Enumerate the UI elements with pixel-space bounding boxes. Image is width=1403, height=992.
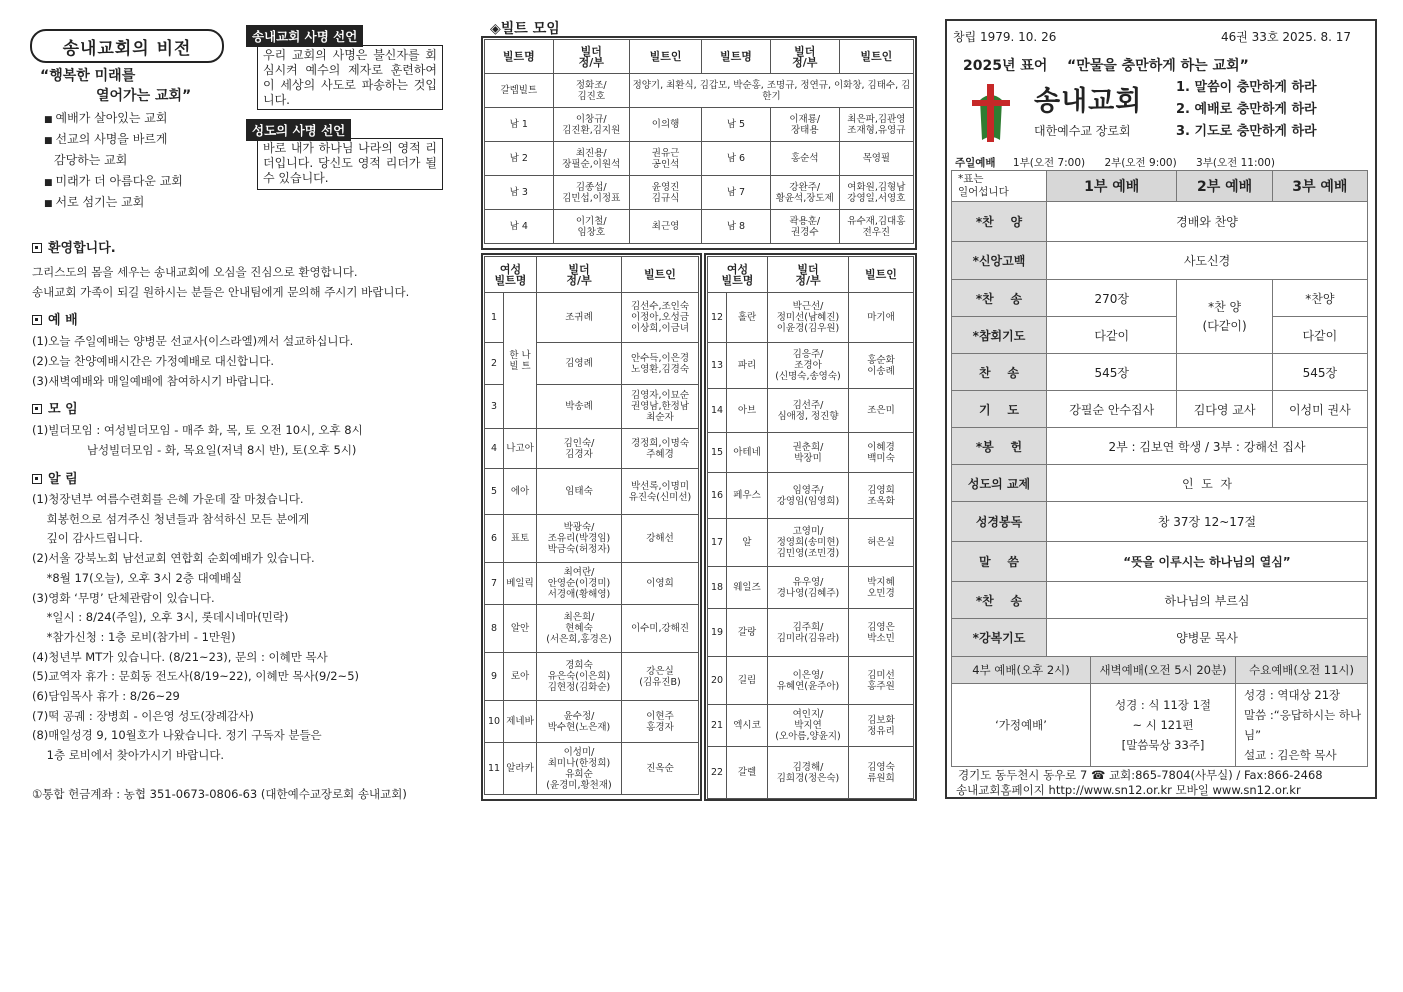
female-belt-row <box>485 743 699 795</box>
female-belt-cell: 에아 <box>504 469 537 515</box>
male-belt-cell: 최은파,김관영 조재형,유영규 <box>839 108 913 142</box>
offering-value: 2부 : 김보연 학생 / 3부 : 강해선 집사 <box>1047 428 1368 465</box>
female-belt-cell: 강은실 (김유진B) <box>622 653 699 701</box>
female-belt-cell: 페우스 <box>727 473 768 519</box>
male-header: 빌트인 <box>839 40 913 74</box>
female-belt-cell: 13 <box>708 343 727 389</box>
church-logo <box>968 82 1014 144</box>
female-belt-row <box>485 653 699 701</box>
female-belt-cell: 6 <box>485 515 504 563</box>
church-name: 송내교회 <box>1034 86 1143 117</box>
welcome-heading: 환영합니다. <box>32 237 116 256</box>
hymn2-3: 545장 <box>1272 354 1367 391</box>
vision-slogan <box>40 66 220 106</box>
female-belt-row <box>708 389 914 433</box>
female-belt-cell: 아브 <box>727 389 768 433</box>
female-belt-cell: 박송례 <box>537 385 622 429</box>
praise-value: 경배와 찬양 <box>1047 202 1368 242</box>
vision-item: ■ 선교의 사명을 바르게 <box>44 130 183 151</box>
female-belt-cell: 3 <box>485 385 504 429</box>
mission-title: 송내교회 사명 선언 <box>246 25 363 47</box>
motto: “만물을 충만하게 하는 교회” <box>1067 58 1249 74</box>
female-belt-cell: 갈랑 <box>727 609 768 657</box>
benediction-value: 양병문 목사 <box>1047 619 1368 657</box>
male-belt-cell: 김종섭/ 김민섭,이정표 <box>553 176 629 210</box>
vision-item: ■ 서로 섬기는 교회 <box>44 193 183 214</box>
male-belt-row <box>485 210 914 244</box>
female-belt-cell: 김영숙 류원희 <box>849 747 914 799</box>
male-belt-row <box>485 142 914 176</box>
mid-praise: *찬 양 (다같이) <box>1177 280 1272 354</box>
hymn-1: 270장 <box>1047 280 1177 317</box>
female-belt-cell: 19 <box>708 609 727 657</box>
male-belt-cell: 남 4 <box>485 210 554 244</box>
vision-list <box>44 109 183 214</box>
goal-item: 3. 기도로 충만하게 하라 <box>1176 124 1317 139</box>
row-label: *찬 양 <box>952 202 1047 242</box>
confess-3: 다같이 <box>1272 317 1367 354</box>
dawn-service-head: 새벽예배(오전 5시 20분) <box>1091 657 1236 684</box>
fellowship-value: 인 도 자 <box>1047 465 1368 502</box>
male-belt-row <box>485 108 914 142</box>
vision-item: 감당하는 교회 <box>54 153 128 167</box>
female-belt-cell: 나고아 <box>504 429 537 469</box>
service-4-head: 4부 예배(오후 2시) <box>952 657 1091 684</box>
cross-icon <box>968 82 1014 144</box>
service-2-head: 2부 예배 <box>1177 171 1272 202</box>
male-builder: 정화조/ 김진호 <box>553 74 629 108</box>
female-belt-row <box>708 343 914 389</box>
worship-heading: 예 배 <box>32 309 78 328</box>
male-header: 빌트명 <box>485 40 554 74</box>
saint-title: 성도의 사명 선언 <box>246 119 351 141</box>
service-times: 주일예배 1부(오전 7:00) 2부(오전 9:00) 3부(오전 11:00) <box>955 157 1275 169</box>
welcome-text: 그리스도의 몸을 세우는 송내교회에 오심을 진심으로 환영합니다. 송내교회 가족이 되길 원하시는 분들은 안내팀에게 문의해 주시기 바랍니다. <box>32 265 410 299</box>
wed-service-head: 수요예배(오전 11시) <box>1236 657 1368 684</box>
female-belt-cell: 이현주 홍경자 <box>622 701 699 743</box>
male-belt-cell: 이재룡/ 장태용 <box>770 108 839 142</box>
row-label: *찬 송 <box>952 280 1047 317</box>
worship-text: (1)오늘 주일예배는 양병문 선교사(이스라엘)께서 설교하십니다. (2)오늘 찬양예배시간은 가정예배로 대신합니다. (3)새벽예배와 매일예배에 참여하시기 바랍니다. <box>32 334 354 388</box>
male-belt-cell: 유수재,김대홍 전우진 <box>839 210 913 244</box>
female-belt-row <box>485 515 699 563</box>
hymn-3: *찬양 <box>1272 280 1367 317</box>
saint-text: 바로 내가 하나님 나라의 영적 리더입니다. 당신도 영적 리더가 될 수 있습니다. <box>257 138 443 190</box>
female-belt-row <box>708 567 914 609</box>
female-belt-cell: 12 <box>708 293 727 343</box>
female-belt-cell: 1 <box>485 293 504 343</box>
female-belt-cell: 8 <box>485 605 504 653</box>
female-belt-cell: 경정희,이명숙 주혜경 <box>622 429 699 469</box>
female-belt-cell: 김미선 홍주원 <box>849 657 914 705</box>
service-3-head: 3부 예배 <box>1272 171 1367 202</box>
hymn3-value: 하나님의 부르심 <box>1047 582 1368 619</box>
female-belt-cell: 아테네 <box>727 433 768 473</box>
confess-1: 다같이 <box>1047 317 1177 354</box>
female-belt-cell: 15 <box>708 433 727 473</box>
male-belt-row <box>485 176 914 210</box>
female-belt-cell: 5 <box>485 469 504 515</box>
mission-text: 우리 교회의 사명은 불신자를 회심시켜 예수의 제자로 훈련하여 이 세상의 사도로 파송하는 것입니다. <box>257 45 443 110</box>
other-services <box>951 656 1368 767</box>
issue-number: 46권 33호 2025. 8. 17 <box>1221 30 1352 44</box>
female-belt-cell: 11 <box>485 743 504 795</box>
female-belt-cell: 알라카 <box>504 743 537 795</box>
female-header: 빌더 정/부 <box>537 257 622 293</box>
female-belt-cell: 7 <box>485 563 504 605</box>
female-belt-row <box>708 609 914 657</box>
female-belt-cell: 안수득,이은경 노영환,김경숙 <box>622 343 699 385</box>
dawn-service-value: 성경 : 식 11장 1절 ~ 시 121편 [말씀묵상 33주] <box>1091 684 1236 767</box>
prayer-1: 강필순 안수집사 <box>1047 391 1177 428</box>
male-belt-cell: 남 8 <box>702 210 771 244</box>
female-belt-cell: 2 <box>485 343 504 385</box>
female-belt-row <box>485 563 699 605</box>
female-belt-cell: 조은미 <box>849 389 914 433</box>
female-belt-cell: 14 <box>708 389 727 433</box>
female-belt-cell: 임영주/ 강영임(임영희) <box>768 473 849 519</box>
row-label: *봉 헌 <box>952 428 1047 465</box>
belt-title: ◈빌트 모임 <box>490 21 560 37</box>
goal-item: 1. 말씀이 충만하게 하라 <box>1176 80 1317 95</box>
male-belt-cell: 강완주/ 황윤석,장도제 <box>770 176 839 210</box>
reading-value: 창 37장 12~17절 <box>1047 502 1368 542</box>
female-belt-cell: 18 <box>708 567 727 609</box>
female-belt-cell: 조귀례 <box>537 293 622 343</box>
male-belt-table <box>484 39 914 244</box>
female-belt-cell: 김영자,이묘순 권영남,한정남 최순자 <box>622 385 699 429</box>
row-label: 성경봉독 <box>952 502 1047 542</box>
row-label: *찬 송 <box>952 582 1047 619</box>
row-label: 찬 송 <box>952 354 1047 391</box>
female-belt-cell: 김영례 <box>537 343 622 385</box>
female-belt-table-left <box>484 256 699 795</box>
vision-item: ■ 예배가 살아있는 교회 <box>44 109 183 130</box>
denomination: 대한예수교 장로회 <box>1034 124 1131 138</box>
male-belt-cell: 남 2 <box>485 142 554 176</box>
female-belt-cell: 웨일즈 <box>727 567 768 609</box>
wed-service-value: 성경 : 역대상 21장 말씀 :“응답하시는 하나님” 설교 : 김은학 목사 <box>1236 684 1368 767</box>
female-belt-row <box>485 701 699 743</box>
male-header: 빌트인 <box>629 40 701 74</box>
female-belt-cell: 박선록,이명미 유진숙(신미선) <box>622 469 699 515</box>
female-belt-cell: 임태숙 <box>537 469 622 515</box>
row-label: 말 씀 <box>952 542 1047 582</box>
female-belt-cell: 권춘희/ 박장미 <box>768 433 849 473</box>
female-belt-cell: 9 <box>485 653 504 701</box>
female-belt-cell: 김선주/ 심애정, 정진향 <box>768 389 849 433</box>
female-belt-cell: 김인숙/ 김경자 <box>537 429 622 469</box>
church-address: 경기도 동두천시 동우로 7 ☎ 교회:865-7804(사무실) / Fax:866-2468 <box>958 768 1323 782</box>
female-belt-cell: 고영미/ 정영희(송미현) 김민영(조민경) <box>768 519 849 567</box>
row-label: *신앙고백 <box>952 242 1047 280</box>
male-belt-cell: 이기철/ 임창호 <box>553 210 629 244</box>
row-label: *참회기도 <box>952 317 1047 354</box>
male-belt-cell: 남 5 <box>702 108 771 142</box>
female-belt-table-right <box>707 256 914 799</box>
male-belt-cell: 권유근 공인석 <box>629 142 701 176</box>
prayer-2: 김다영 교사 <box>1177 391 1272 428</box>
male-belt-cell: 최진용/ 장필순,이원석 <box>553 142 629 176</box>
row-label: *강복기도 <box>952 619 1047 657</box>
female-belt-cell: 김응주/ 조경아 (신명숙,송영숙) <box>768 343 849 389</box>
female-belt-cell: 길림 <box>727 657 768 705</box>
prayer-3: 이성미 권사 <box>1272 391 1367 428</box>
female-belt-cell: 홍순화 이송례 <box>849 343 914 389</box>
female-belt-row <box>708 747 914 799</box>
female-belt-cell: 이은영/ 유혜연(윤주아) <box>768 657 849 705</box>
meeting-text: (1)빌더모임 : 여성빌더모임 - 매주 화, 목, 토 오전 10시, 오후 8시 남성빌더모임 - 화, 목요일(저녁 8시 반), 토(오후 5시) <box>32 423 363 457</box>
female-header: 빌트인 <box>622 257 699 293</box>
female-belt-cell: 김경해/ 김희경(정은숙) <box>768 747 849 799</box>
slogan-line-1: “행복한 미래를 <box>40 68 136 84</box>
notice-heading: 알 림 <box>32 468 78 487</box>
female-belt-row <box>708 705 914 747</box>
female-belt-cell: 20 <box>708 657 727 705</box>
female-belt-row <box>485 293 699 343</box>
male-belt-name: 갈렙빌트 <box>485 74 554 108</box>
female-belt-cell: 10 <box>485 701 504 743</box>
female-belt-cell: 경희숙 유은숙(이은희) 김현정(김화순) <box>537 653 622 701</box>
female-belt-cell: 김선수,조인숙 이정아,오성금 이상희,이금녀 <box>622 293 699 343</box>
female-belt-row <box>708 293 914 343</box>
female-belt-cell: 파리 <box>727 343 768 389</box>
female-belt-cell: 박지혜 오민경 <box>849 567 914 609</box>
female-belt-cell: 박근선/ 정미선(남혜진) 이윤경(김우원) <box>768 293 849 343</box>
female-belt-cell: 최은희/ 현혜숙 (서은희,홍경은) <box>537 605 622 653</box>
female-belt-cell: 허은실 <box>849 519 914 567</box>
female-belt-cell: 이혜경 백미숙 <box>849 433 914 473</box>
female-belt-cell: 이성미/ 최미나(한정희) 유희순 (윤경미,황천재) <box>537 743 622 795</box>
female-belt-cell: 윤수정/ 박수현(노은재) <box>537 701 622 743</box>
female-belt-cell: 제네바 <box>504 701 537 743</box>
female-belt-cell: 엑시코 <box>727 705 768 747</box>
female-belt-cell: 16 <box>708 473 727 519</box>
female-belt-cell: 이영희 <box>622 563 699 605</box>
motto-year: 2025년 표어 <box>963 58 1048 74</box>
female-belt-cell: 김주희/ 김미라(김유라) <box>768 609 849 657</box>
female-header: 여성 빌트명 <box>708 257 768 293</box>
male-belt-cell: 여화원,김형남 강영일,서영호 <box>839 176 913 210</box>
hannah-belt-name: 한 나 빌 트 <box>504 293 537 429</box>
female-belt-cell: 마기애 <box>849 293 914 343</box>
male-belt-cell: 이창규/ 김진환,김지원 <box>553 108 629 142</box>
row-label: 기 도 <box>952 391 1047 428</box>
row-label: 성도의 교제 <box>952 465 1047 502</box>
female-belt-cell: 김영희 조옥화 <box>849 473 914 519</box>
female-belt-row <box>708 519 914 567</box>
male-belt-cell: 남 6 <box>702 142 771 176</box>
notice-text: (1)청장년부 여름수련회를 은혜 가운데 잘 마쳤습니다. 희봉헌으로 섬겨주신 청년들과 참석하신 모든 분에게 깊이 감사드립니다. (2)서울 강북노회 남선교회 연합회 순회예배가 있습니다. *8월 17(오늘), 오후 3시 2층 대예배실 (3)영화 ‘무명’ 단체관람이 있습니다. *일시 : 8/24(주일), 오후 3시, 롯데시네마(민락) *참가신청 : 1층 로비(참가비 - 1만원) (4)청년부 MT가 있습니다. (8/21~23), 문의 : 이혜만 목사 (5)교역자 휴가 : 문희동 전도사(8/19~22), 이혜만 목사(9/2~5) (6)담임목사 휴가 : 8/26~29 (7)떡 공궤 : 장병희 - 이은영 성도(장례감사) (8)매일성경 9, 10월호가 나왔습니다. 정기 구독자 분들은 1층 로비에서 찾아가시기 바랍니다. <box>32 492 359 763</box>
male-belt-cell: 남 7 <box>702 176 771 210</box>
female-belt-row <box>485 469 699 515</box>
offering-account: ①통합 헌금계좌 : 농협 351-0673-0806-63 (대한예수교장로회 송내교회) <box>32 787 407 801</box>
female-belt-cell: 알 <box>727 519 768 567</box>
church-homepage[interactable]: 송내교회홈페이지 http://www.sn12.or.kr 모바일 www.sn12.or.kr <box>956 783 1301 797</box>
vision-title: 송내교회의 비전 <box>30 29 224 63</box>
female-header: 빌더 정/부 <box>768 257 849 293</box>
male-belt-cell: 홍순석 <box>770 142 839 176</box>
male-belt-cell: 곽용훈/ 권경수 <box>770 210 839 244</box>
female-belt-cell: 21 <box>708 705 727 747</box>
female-belt-row <box>485 605 699 653</box>
female-belt-cell: 베일릭 <box>504 563 537 605</box>
meeting-heading: 모 임 <box>32 398 78 417</box>
vision-item: ■ 미래가 더 아름다운 교회 <box>44 172 183 193</box>
female-belt-row <box>708 433 914 473</box>
male-belt-cell: 목영필 <box>839 142 913 176</box>
female-header: 빌트인 <box>849 257 914 293</box>
male-members: 정양기, 최환식, 김갑모, 박순홍, 조명규, 정연규, 이화창, 김태수, 김한기 <box>629 74 913 108</box>
female-belt-cell: 이수미,강해진 <box>622 605 699 653</box>
female-belt-cell: 유우영/ 경나영(김혜주) <box>768 567 849 609</box>
male-header: 빌더 정/부 <box>770 40 839 74</box>
female-belt-row <box>708 657 914 705</box>
male-belt-cell: 윤영진 김규식 <box>629 176 701 210</box>
order-of-service <box>951 170 1368 657</box>
female-belt-cell: 김보화 정유리 <box>849 705 914 747</box>
female-belt-cell: 갈렐 <box>727 747 768 799</box>
male-belt-cell: 이의행 <box>629 108 701 142</box>
male-belt-cell: 남 1 <box>485 108 554 142</box>
slogan-line-2: 열어가는 교회” <box>96 88 192 104</box>
stand-note: *표는 일어섭니다 <box>952 171 1047 202</box>
hymn2-1: 545장 <box>1047 354 1177 391</box>
female-belt-cell: 박광숙/ 조유리(박경임) 박금숙(허정자) <box>537 515 622 563</box>
female-belt-cell: 표토 <box>504 515 537 563</box>
female-belt-row <box>485 429 699 469</box>
female-belt-cell: 강해선 <box>622 515 699 563</box>
female-belt-cell: 여인지/ 박지연 (오아름,양윤지) <box>768 705 849 747</box>
female-belt-cell: 22 <box>708 747 727 799</box>
goal-item: 2. 예배로 충만하게 하라 <box>1176 102 1317 117</box>
female-header: 여성 빌트명 <box>485 257 537 293</box>
female-belt-cell: 4 <box>485 429 504 469</box>
female-belt-cell: 로아 <box>504 653 537 701</box>
female-belt-cell: 김영은 박소민 <box>849 609 914 657</box>
sermon-title: “뜻을 이루시는 하나님의 열심” <box>1047 542 1368 582</box>
male-header: 빌트명 <box>702 40 771 74</box>
church-goals <box>1176 77 1317 143</box>
female-belt-cell: 알안 <box>504 605 537 653</box>
female-belt-row <box>708 473 914 519</box>
female-belt-cell: 최여란/ 안영순(이경미) 서경애(황해영) <box>537 563 622 605</box>
male-belt-cell: 최근영 <box>629 210 701 244</box>
service-4-value: ‘가정예배’ <box>952 684 1091 767</box>
female-belt-cell: 홀란 <box>727 293 768 343</box>
female-belt-cell: 진옥순 <box>622 743 699 795</box>
male-header: 빌더 정/부 <box>553 40 629 74</box>
male-belt-cell: 남 3 <box>485 176 554 210</box>
service-1-head: 1부 예배 <box>1047 171 1177 202</box>
creed-value: 사도신경 <box>1047 242 1368 280</box>
female-belt-cell: 17 <box>708 519 727 567</box>
founded-date: 창립 1979. 10. 26 <box>953 30 1057 44</box>
